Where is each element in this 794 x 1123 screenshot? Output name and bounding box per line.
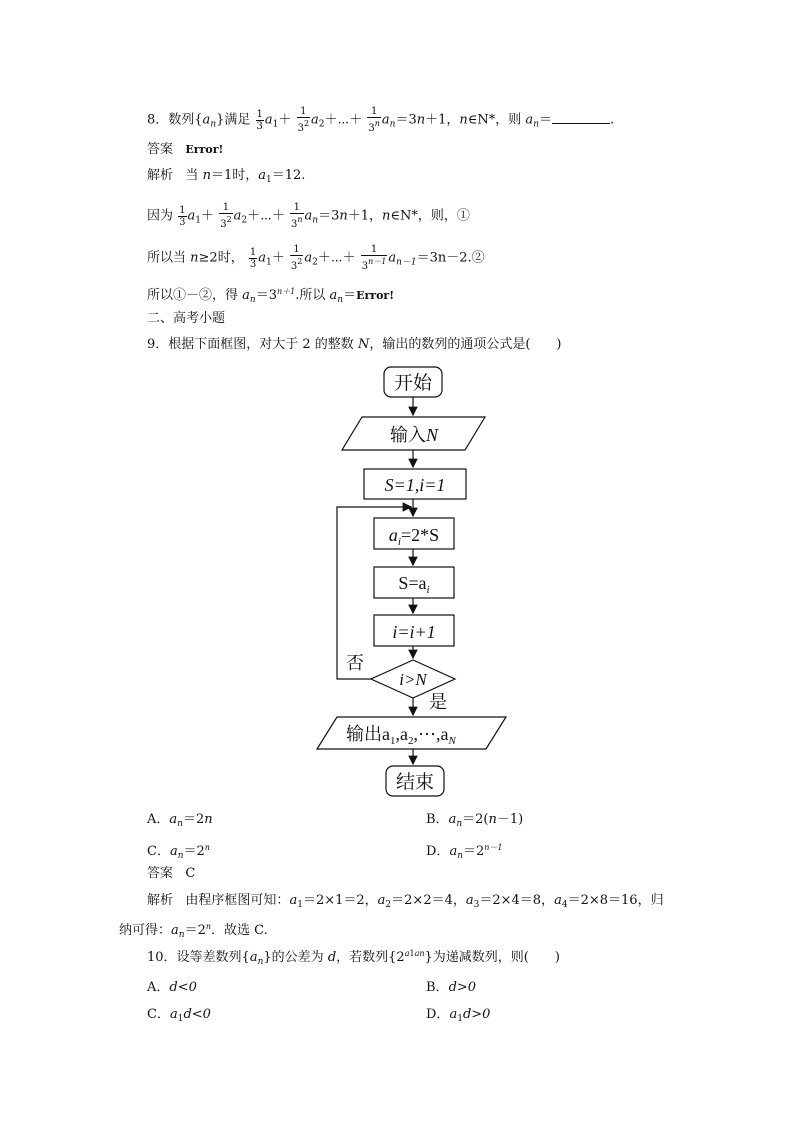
- ans8: 答案 Error!: [147, 142, 224, 157]
- q9-stem: 9．根据下面框图，对大于 2 的整数 N，输出的数列的通项公式是( ): [147, 337, 562, 352]
- q9-option-a: A．$a_n=2n$: [147, 812, 213, 829]
- q8-stem: 8．数列$\{a_n\}$满足 $\frac{1}{3}$ $a_1+$ $\frac{1}{3^2}$ $a_2+\cdots+$ $\frac{1}{3^n}$ $a_n=3n+1$，n∈N*，则 $a_n=$ .: [147, 106, 615, 134]
- q10-option-b: B．d>0: [426, 980, 477, 995]
- q9-option-b: B．$a_n=2(n-1)$: [426, 812, 524, 829]
- q9-option-d: D．$a_n=2^{n-1}$: [426, 843, 503, 861]
- yes-label: 是: [429, 692, 447, 712]
- cond-label: i>N: [399, 670, 427, 689]
- frac-1-3n: $\frac{1}{3^n}$: [368, 106, 380, 134]
- end-label: 结束: [395, 772, 435, 793]
- q10-stem: 10．设等差数列$\{a_n\}$的公差为 d，若数列$\{2^{a1an}\}$为递减数列，则( ): [147, 949, 560, 967]
- init-label: S=1,i=1: [384, 475, 446, 495]
- sol8-line1: 解析 当 n＝1时，$a_1=12$.: [147, 168, 306, 185]
- no-label: 否: [346, 653, 364, 673]
- assign-label: $a_i=2*S$: [388, 525, 440, 548]
- section-title: 二、高考小题: [147, 311, 226, 326]
- inc-label: i=i+1: [392, 622, 436, 642]
- q10-option-c: C．$a_1d<0$: [147, 1007, 211, 1024]
- frac-1-3: $\frac{1}{3}$: [256, 108, 263, 132]
- q10-option-a: A．d<0: [147, 980, 197, 995]
- s-assign-label: $S=a_i$: [398, 573, 430, 596]
- sol8-line2: 因为 $\frac{1}{3}$ $a_1+$ $\frac{1}{3^2}$ $a_2+\cdots+$ $\frac{1}{3^n}$ $a_n=3n+1$，n∈N*，则，①: [147, 202, 470, 230]
- answer-blank: [552, 112, 610, 124]
- q9-option-c: C．$a_n=2^n$: [147, 843, 210, 861]
- output-label: 输出$a_1,a_2,\cdots,a_N$: [346, 724, 456, 747]
- sol9-line1: 解析 由程序框图可知：$a_1=2\times 1=2$，$a_2=2\times 2=4$，$a_3=2\times 4=8$，$a_4=2\times 8=16$，归: [147, 893, 664, 910]
- flowchart: [0, 360, 794, 800]
- input-label: 输入N: [390, 425, 439, 445]
- ans9: 答案 C: [147, 866, 196, 881]
- q10-option-d: D．$a_1d>0$: [426, 1007, 491, 1024]
- frac-1-3sq: $\frac{1}{3^2}$: [297, 106, 310, 134]
- start-label: 开始: [393, 373, 433, 394]
- sol8-line4: 所以①－②，得 $a_n=3^{n+1}$.所以 $a_n=Error$!: [147, 287, 395, 305]
- sol8-line3: 所以当 n≥2时， $\frac{1}{3}$ $a_1+$ $\frac{1}{3^2}$ $a_2+\cdots+$ $\frac{1}{3^{n-1}}$ $a_{n-1}=3n-2.②$: [147, 244, 485, 272]
- sol9-line2: 纳可得：$a_n=2^n$．故选 C.: [119, 922, 268, 940]
